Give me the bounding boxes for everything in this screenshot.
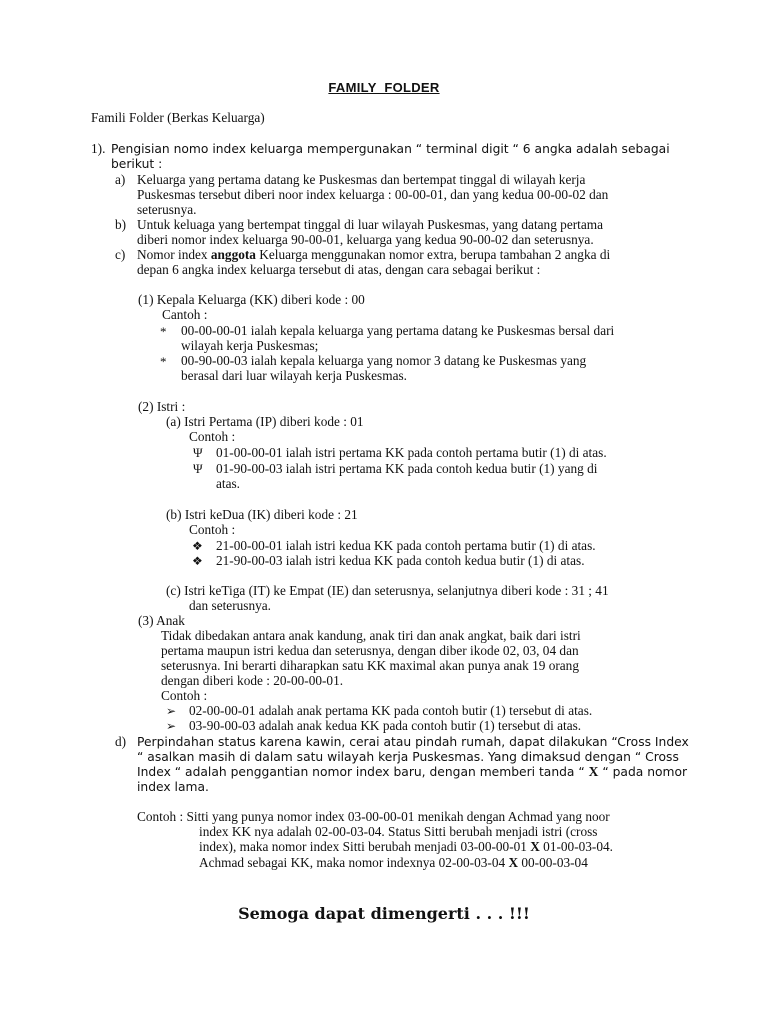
psi-bullet-icon: Ψ — [193, 445, 203, 460]
item-d-line: Perpindahan status karena kawin, cerai atau pindah rumah, dapat dilakukan “Cross Index — [137, 735, 689, 749]
section-intro-line1: Pengisian nomo index keluarga mempergunakan “ terminal digit “ 6 angka adalah sebagai — [111, 142, 670, 156]
example-line2: index KK nya adalah 02-00-03-04. Status Sitti berubah menjadi istri (cross — [199, 824, 598, 839]
arrow-bullet-icon: ➢ — [166, 704, 177, 718]
kk-heading: (1) Kepala Keluarga (KK) diberi kode : 00 — [138, 292, 365, 307]
cross-mark: X — [530, 839, 540, 854]
istri-b-contoh: Contoh : — [189, 522, 236, 537]
istri-a-contoh: Contoh : — [189, 429, 236, 444]
example-line4: Achmad sebagai KK, maka nomor indexnya 02-00-03-04 X 00-00-03-04 — [199, 855, 588, 870]
arrow-bullet-icon: ➢ — [166, 719, 177, 733]
item-d-line: “ asalkan masih di dalam satu wilayah kerja Puskesmas. Yang dimaksud dengan “ Cross — [137, 750, 679, 764]
anak-line: seterusnya. Ini berarti diharapkan satu KK maximal akan punya anak 19 orang — [161, 658, 579, 673]
anak-line: pertama maupun istri kedua dan seterusnya, dengan diber ikode 02, 03, 04 dan — [161, 643, 579, 658]
bold-term: anggota — [210, 247, 256, 262]
kk-item-cont: wilayah kerja Puskesmas; — [181, 338, 319, 353]
istri-a-item: 01-00-00-01 ialah istri pertama KK pada contoh pertama butir (1) di atas. — [216, 445, 607, 460]
section-intro-line2: berikut : — [111, 157, 163, 171]
document-title: FAMILY FOLDER — [328, 80, 440, 95]
item-a-line: seterusnya. — [137, 202, 197, 217]
istri-a-heading: (a) Istri Pertama (IP) diberi kode : 01 — [166, 414, 364, 429]
item-c-line1: Nomor index anggota Keluarga menggunakan nomor extra, berupa tambahan 2 angka di — [137, 247, 611, 262]
item-c-label: c) — [115, 247, 126, 262]
item-d-label: d) — [115, 734, 127, 749]
kk-item: 00-90-00-03 ialah kepala keluarga yang nomor 3 datang ke Puskesmas yang — [181, 353, 587, 368]
kk-contoh: Cantoh : — [162, 307, 208, 322]
item-b-line: Untuk keluaga yang bertempat tinggal di luar wilayah Puskesmas, yang datang pertama — [137, 217, 603, 232]
istri-b-item: 21-90-00-03 ialah istri kedua KK pada contoh kedua butir (1) di atas. — [216, 553, 585, 568]
item-b-line: diberi nomor index keluarga 90-00-01, keluarga yang kedua 90-00-02 dan seterusnya. — [137, 232, 594, 247]
anak-line: Tidak dibedakan antara anak kandung, anak tiri dan anak angkat, baik dari istri — [161, 628, 581, 643]
item-a-line: Keluarga yang pertama datang ke Puskesmas dan bertempat tinggal di wilayah kerja — [137, 172, 586, 187]
istri-heading: (2) Istri : — [138, 399, 186, 414]
istri-c-line1: (c) Istri keTiga (IT) ke Empat (IE) dan seterusnya, selanjutnya diberi kode : 31 ; 41 — [166, 583, 609, 598]
diamond-bullet-icon: ❖ — [192, 539, 203, 553]
item-b-label: b) — [115, 217, 127, 232]
item-a-label: a) — [115, 172, 126, 187]
asterisk-bullet-icon: * — [160, 324, 167, 339]
cross-mark: X — [588, 764, 599, 779]
anak-line: dengan diberi kode : 20-00-00-01. — [161, 673, 344, 688]
item-a-line: Puskesmas tersebut diberi noor index keluarga : 00-00-01, dan yang kedua 00-00-02 dan — [137, 187, 609, 202]
istri-b-heading: (b) Istri keDua (IK) diberi kode : 21 — [166, 507, 358, 522]
anak-contoh: Contoh : — [161, 688, 208, 703]
cross-mark: X — [508, 855, 519, 870]
item-d-line4: index lama. — [137, 780, 209, 794]
example-line3: index), maka nomor index Sitti berubah menjadi 03-00-00-01 X 01-00-03-04. — [199, 839, 613, 854]
kk-item: 00-00-00-01 ialah kepala keluarga yang pertama datang ke Puskesmas bersal dari — [181, 323, 615, 338]
kk-item-cont: berasal dari luar wilayah kerja Puskesmas. — [181, 368, 407, 383]
anak-heading: (3) Anak — [138, 613, 185, 628]
anak-item: 03-90-00-03 adalah anak kedua KK pada contoh butir (1) tersebut di atas. — [189, 718, 582, 733]
asterisk-bullet-icon: * — [160, 354, 167, 369]
document-subtitle: Famili Folder (Berkas Keluarga) — [91, 110, 265, 125]
item-d-line3: Index “ adalah penggantian nomor index baru, dengan memberi tanda “ X “ pada nomor — [137, 764, 688, 779]
diamond-bullet-icon: ❖ — [192, 554, 203, 568]
example-line1: Contoh : Sitti yang punya nomor index 03-00-00-01 menikah dengan Achmad yang noor — [137, 809, 610, 824]
istri-a-item: 01-90-00-03 ialah istri pertama KK pada contoh kedua butir (1) yang di — [216, 461, 598, 476]
istri-b-item: 21-00-00-01 ialah istri kedua KK pada contoh pertama butir (1) di atas. — [216, 538, 596, 553]
closing-text: Semoga dapat dimengerti . . . !!! — [238, 904, 530, 923]
istri-a-item-cont: atas. — [216, 476, 240, 491]
anak-item: 02-00-00-01 adalah anak pertama KK pada contoh butir (1) tersebut di atas. — [189, 703, 593, 718]
psi-bullet-icon: Ψ — [193, 461, 203, 476]
istri-c-line2: dan seterusnya. — [189, 598, 271, 613]
item-c-line2: depan 6 angka index keluarga tersebut di atas, dengan cara sebagai berikut : — [137, 262, 541, 277]
section-number: 1). — [91, 141, 106, 156]
